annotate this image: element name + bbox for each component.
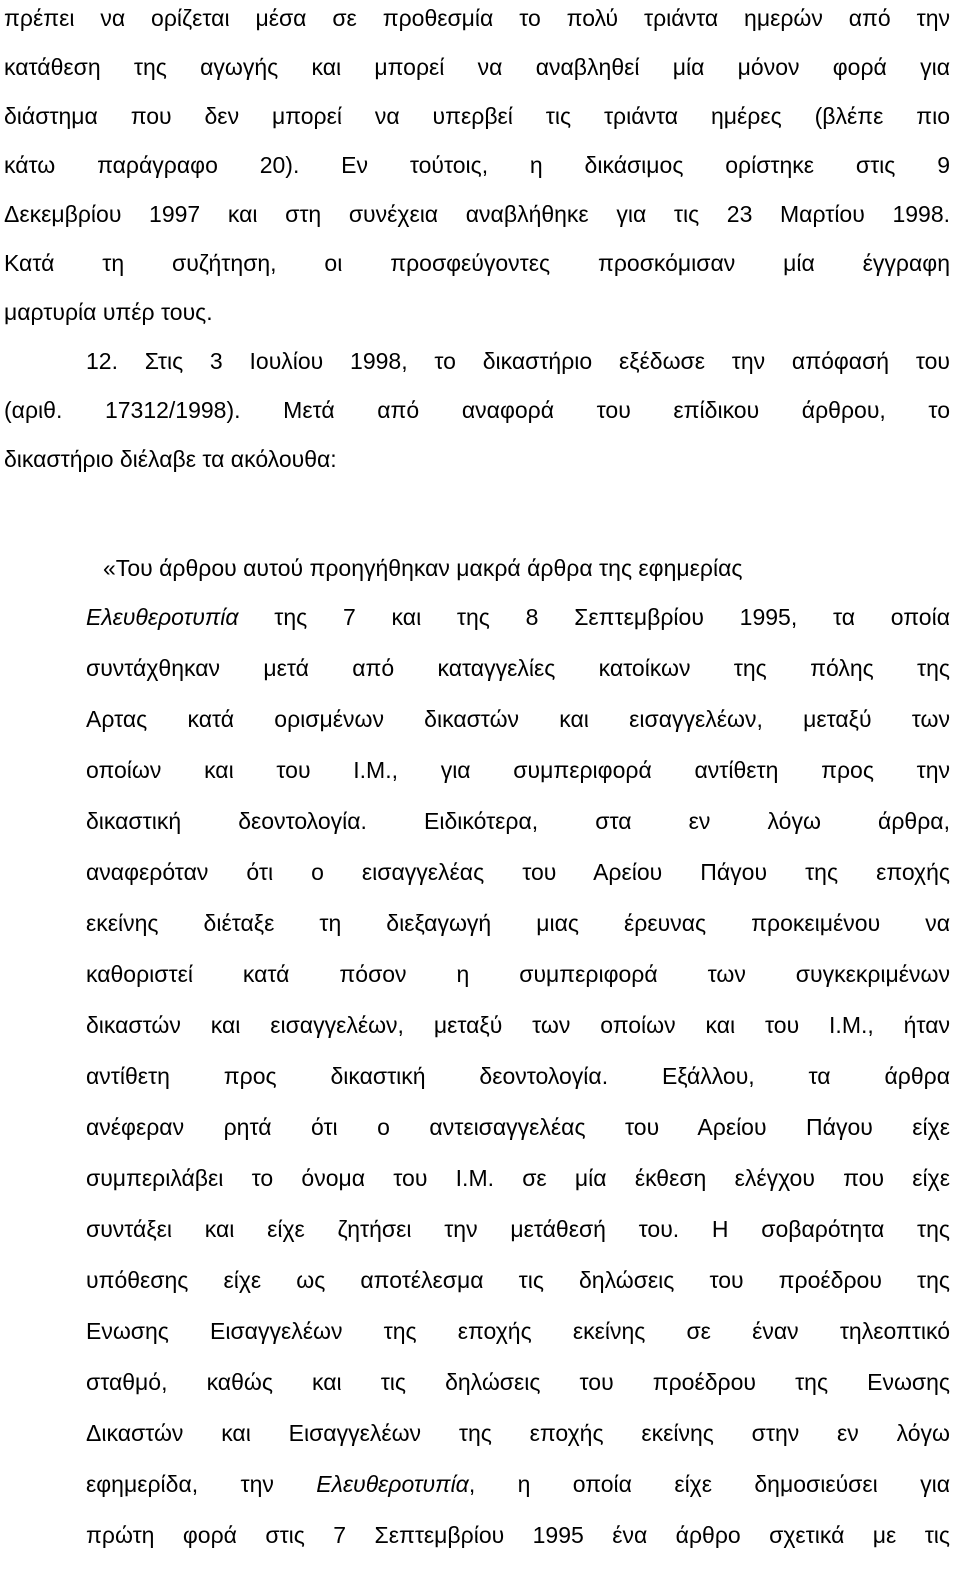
quote-line: αντίθετη προς δικαστική δεοντολογία. Εξάλλου, τα άρθρα	[86, 1063, 950, 1089]
quote-line: συντάξει και είχε ζητήσει την μετάθεσή του. Η σοβαρότητα της	[86, 1216, 950, 1242]
quote-line: συντάχθηκαν μετά από καταγγελίες κατοίκων της πόλης της	[86, 655, 950, 681]
quote-line-text: , η οποία είχε δημοσιεύσει για	[468, 1471, 950, 1497]
quote-line	[86, 1470, 950, 1498]
text-line: Δεκεμβρίου 1997 και στη συνέχεια αναβλήθηκε για τις 23 Μαρτίου 1998.	[4, 201, 950, 227]
text-line: κάτω παράγραφο 20). Εν τούτοις, η δικάσιμος ορίστηκε στις 9	[4, 152, 950, 178]
quote-line: Δικαστών και Εισαγγελέων της εποχής εκείνης στην εν λόγω	[86, 1420, 950, 1446]
quote-line: δικαστών και εισαγγελέων, μεταξύ των οποίων και του Ι.Μ., ήταν	[86, 1012, 950, 1038]
quote-line: καθοριστεί κατά πόσον η συμπεριφορά των συγκεκριμένων	[86, 961, 950, 987]
quote-line: εκείνης διέταξε τη διεξαγωγή μιας έρευνας προκειμένου να	[86, 910, 950, 936]
quote-line: οποίων και του Ι.Μ., για συμπεριφορά αντίθετη προς την	[86, 757, 950, 783]
newspaper-name: Ελευθεροτυπία	[86, 604, 239, 630]
quote-line: υπόθεσης είχε ως αποτέλεσμα τις δηλώσεις του προέδρου της	[86, 1267, 950, 1293]
quote-line: «Του άρθρου αυτού προηγήθηκαν μακρά άρθρα της εφημερίας	[103, 555, 743, 581]
quote-line: Αρτας κατά ορισμένων δικαστών και εισαγγελέων, μεταξύ των	[86, 706, 950, 732]
quote-line: αναφερόταν ότι ο εισαγγελέας του Αρείου Πάγου της εποχής	[86, 859, 950, 885]
text-line: μαρτυρία υπέρ τους.	[4, 299, 213, 325]
text-line: Κατά τη συζήτηση, οι προσφεύγοντες προσκόμισαν μία έγγραφη	[4, 250, 950, 276]
quote-line	[86, 603, 950, 631]
quote-line: συμπεριλάβει το όνομα του Ι.Μ. σε μία έκθεση ελέγχου που είχε	[86, 1165, 950, 1191]
text-line: πρέπει να ορίζεται μέσα σε προθεσμία το πολύ τριάντα ημερών από την	[4, 5, 950, 31]
quote-line: πρώτη φορά στις 7 Σεπτεμβρίου 1995 ένα άρθρο σχετικά με τις	[86, 1522, 950, 1548]
quote-line: δικαστική δεοντολογία. Ειδικότερα, στα εν λόγω άρθρα,	[86, 808, 950, 834]
text-line: διάστημα που δεν μπορεί να υπερβεί τις τριάντα ημέρες (βλέπε πιο	[4, 103, 950, 129]
text-line: κατάθεση της αγωγής και μπορεί να αναβληθεί μία μόνον φορά για	[4, 54, 950, 80]
paragraph-12-first-line: 12. Στις 3 Ιουλίου 1998, το δικαστήριο εξέδωσε την απόφασή του	[86, 348, 950, 374]
text-line: (αριθ. 17312/1998). Μετά από αναφορά του επίδικου άρθρου, το	[4, 397, 950, 423]
newspaper-name: Ελευθεροτυπία	[316, 1471, 469, 1497]
quote-line-text: της 7 και της 8 Σεπτεμβρίου 1995, τα οποία	[238, 604, 950, 630]
quote-line: ανέφεραν ρητά ότι ο αντεισαγγελέας του Αρείου Πάγου είχε	[86, 1114, 950, 1140]
text-line: δικαστήριο διέλαβε τα ακόλουθα:	[4, 446, 337, 472]
quote-line-text: εφημερίδα, την	[86, 1471, 317, 1497]
quote-line: σταθμό, καθώς και τις δηλώσεις του προέδρου της Ενωσης	[86, 1369, 950, 1395]
quote-line: Ενωσης Εισαγγελέων της εποχής εκείνης σε έναν τηλεοπτικό	[86, 1318, 950, 1344]
